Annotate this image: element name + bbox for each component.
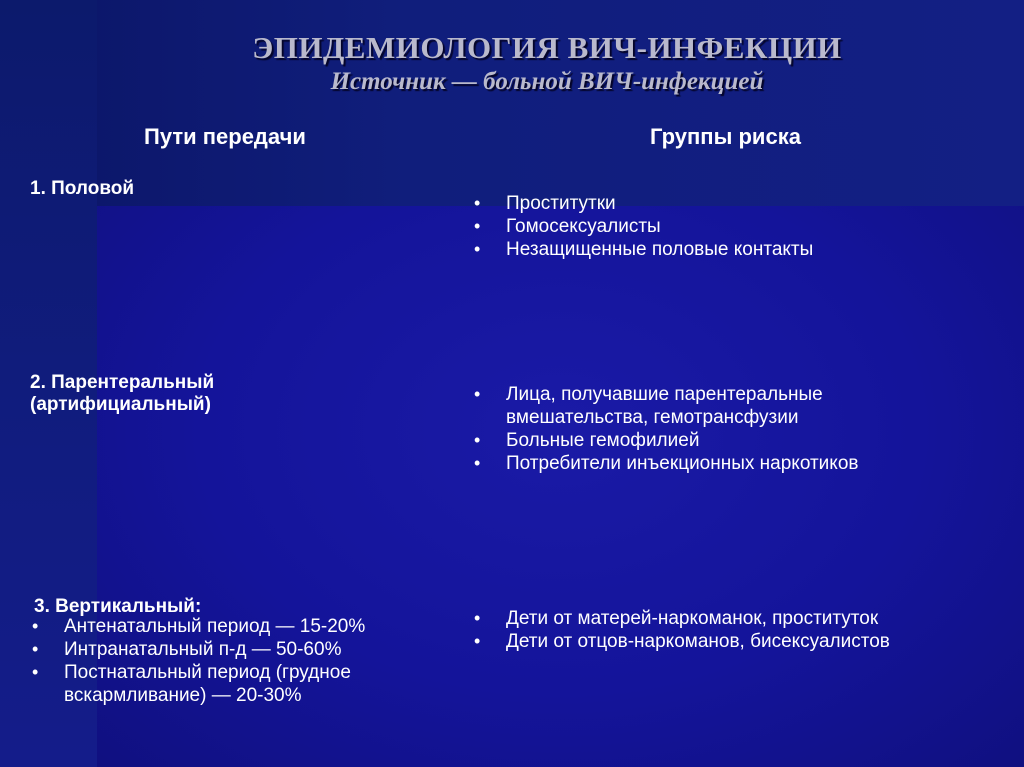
- transmission-routes-heading: Пути передачи: [144, 124, 306, 149]
- route-label-line: 2. Парентеральный: [30, 372, 215, 393]
- vertical-periods-list: [32, 615, 462, 707]
- list-item: • Проститутки: [474, 192, 813, 215]
- route-parenteral: [30, 372, 214, 416]
- slide-subtitle: Источник — больной ВИЧ-инфекцией: [330, 68, 764, 95]
- list-item: • Дети от матерей-наркоманок, проституток: [474, 607, 890, 630]
- list-item: • Дети от отцов-наркоманов, бисексуалистов: [474, 630, 890, 653]
- route-label-line: 1. Половой: [30, 178, 135, 199]
- list-item: • Гомосексуалисты: [474, 215, 813, 238]
- risk-groups-parenteral: [474, 383, 894, 475]
- list-item: • Лица, получавшие парентеральные вмешательства, гемотрансфузии: [474, 383, 894, 429]
- risk-groups-sexual: [474, 192, 813, 261]
- list-item: • Интранатальный п-д — 50-60%: [32, 638, 462, 661]
- route-label-line: 3. Вертикальный:: [34, 596, 202, 617]
- list-item: • Больные гемофилией: [474, 429, 894, 452]
- list-item: • Незащищенные половые контакты: [474, 238, 813, 261]
- list-item: • Постнатальный период (грудное вскармливание) — 20-30%: [32, 661, 414, 707]
- list-item: • Потребители инъекционных наркотиков: [474, 452, 894, 475]
- route-label-line: (артифициальный): [30, 394, 211, 415]
- slide-title: ЭПИДЕМИОЛОГИЯ ВИЧ-ИНФЕКЦИИ: [252, 30, 842, 65]
- risk-groups-heading: Группы риска: [650, 124, 801, 149]
- risk-groups-vertical: [474, 607, 890, 653]
- list-item: • Антенатальный период — 15-20%: [32, 615, 462, 638]
- title-block: [0, 30, 1024, 96]
- route-sexual: [30, 178, 134, 200]
